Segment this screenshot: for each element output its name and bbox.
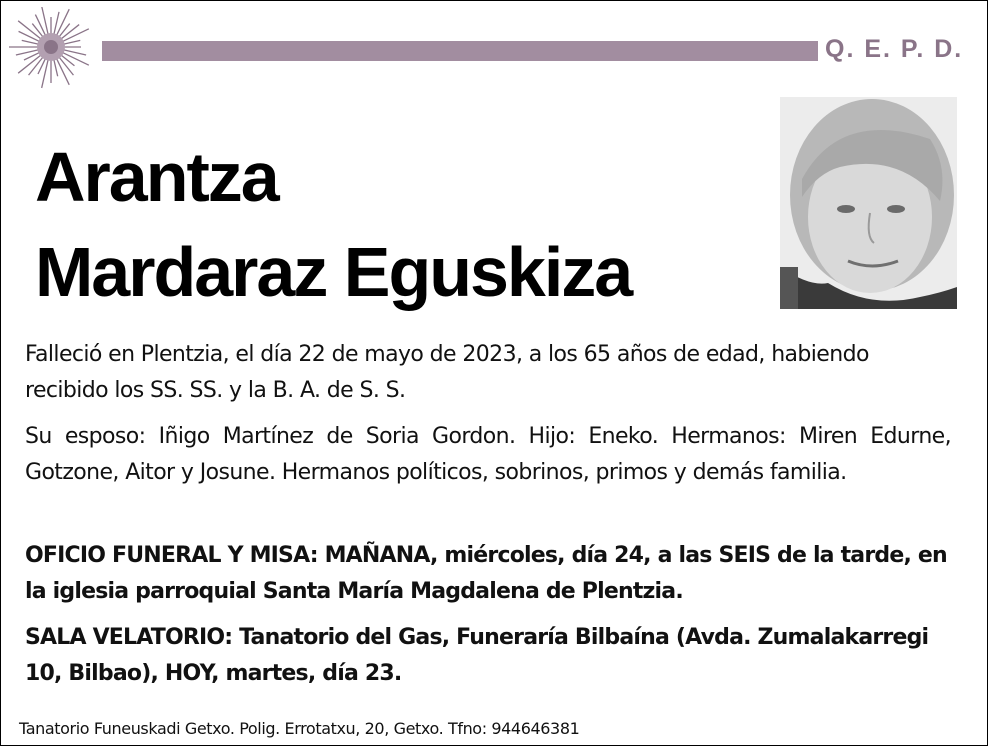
portrait-photo bbox=[780, 97, 957, 309]
funeral-paragraph: OFICIO FUNERAL Y MISA: MAÑANA, miércoles, día 24, a las SEIS de la tarde, en la iglesia parroquial Santa María Magdalena de Plentzia. bbox=[25, 543, 947, 604]
thistle-flower-icon bbox=[7, 7, 95, 91]
funeral-home-footer: Tanatorio Funeuskadi Getxo. Polig. Errotatxu, 20, Getxo. Tfno: 944646381 bbox=[19, 719, 580, 738]
header-accent-bar bbox=[102, 41, 818, 61]
family-paragraph: Su esposo: Iñigo Martínez de Soria Gordon. Hijo: Eneko. Hermanos: Miren Edurne, Gotzone, Aitor y Josune. Hermanos políticos, sobrinos, primos y demás familia. bbox=[25, 424, 951, 485]
qepd-heading: Q. E. P. D. bbox=[825, 35, 964, 63]
wake-paragraph: SALA VELATORIO: Tanatorio del Gas, Funeraría Bilbaína (Avda. Zumalakarregi 10, Bilbao), HOY, martes, día 23. bbox=[25, 625, 929, 686]
deceased-surnames: Mardaraz Eguskiza bbox=[35, 233, 632, 311]
deceased-first-name: Arantza bbox=[35, 138, 278, 216]
death-paragraph: Falleció en Plentzia, el día 22 de mayo de 2023, a los 65 años de edad, habiendo recibido los SS. SS. y la B. A. de S. S. bbox=[25, 342, 869, 403]
